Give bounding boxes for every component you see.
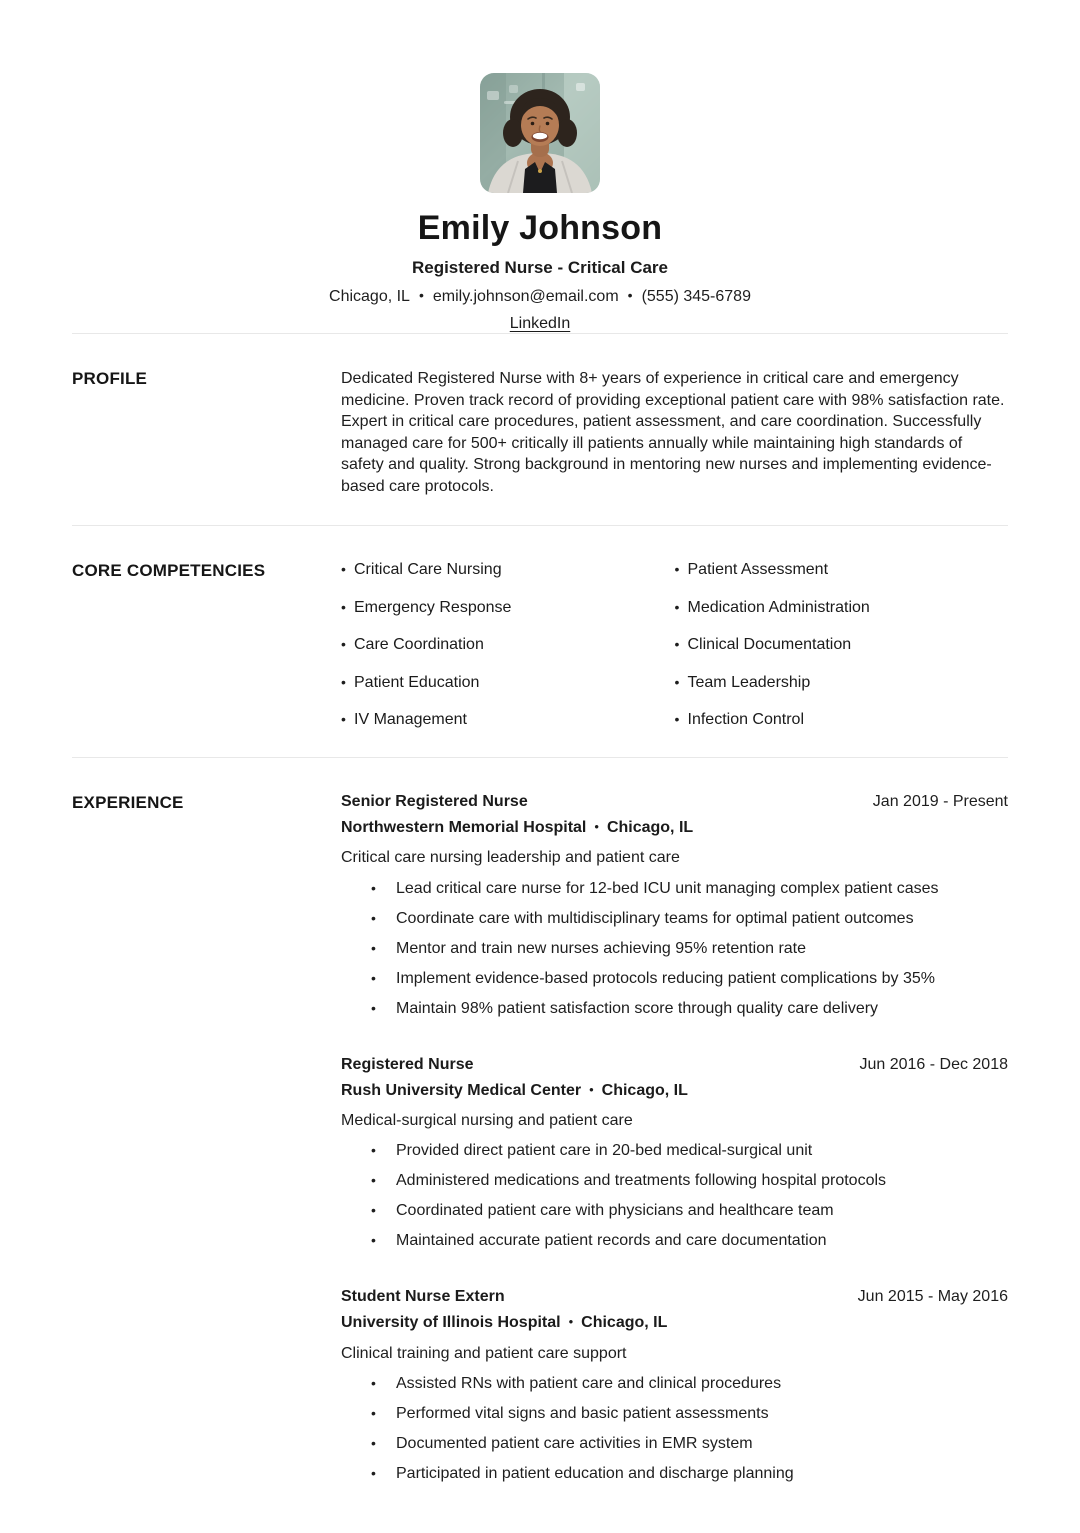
competency-item (341, 560, 675, 579)
job-bullet (371, 1201, 1008, 1220)
job-company-line (341, 1313, 1008, 1332)
job-entry (341, 1055, 1008, 1251)
job-head (341, 792, 1008, 811)
profile-photo (480, 73, 600, 193)
job-bullet (371, 1141, 1008, 1160)
job-location: Chicago, IL (601, 1081, 688, 1099)
bullet-icon: • (371, 879, 376, 896)
dot-separator: • (594, 819, 599, 835)
job-bullet-text: Performed vital signs and basic patient assessments (396, 1404, 769, 1422)
bullet-icon: • (341, 636, 346, 653)
candidate-name: Emily Johnson (417, 209, 663, 247)
bullet-icon: • (371, 1202, 376, 1219)
bullet-icon: • (371, 1172, 376, 1189)
job-bullet-text: Provided direct patient care in 20-bed medical-surgical unit (396, 1142, 813, 1160)
job-bullet-list (341, 1141, 1008, 1250)
job-dates: Jan 2019 - Present (872, 793, 1008, 811)
job-bullet (371, 1374, 1008, 1393)
bullet-icon: • (371, 1374, 376, 1391)
job-dates: Jun 2015 - May 2016 (857, 1288, 1008, 1306)
profile-heading-column (72, 368, 341, 497)
competencies-section (72, 525, 1008, 757)
competency-label: Patient Assessment (687, 561, 829, 579)
competency-column-2 (675, 560, 1009, 729)
bullet-icon: • (371, 1404, 376, 1421)
linkedin-row (72, 315, 1008, 333)
bullet-icon: • (371, 969, 376, 986)
contact-phone: (555) 345-6789 (641, 288, 751, 306)
job-bullet-text: Lead critical care nurse for 12-bed ICU unit managing complex patient cases (396, 879, 939, 897)
dot-separator: • (589, 1081, 594, 1097)
competency-item (341, 710, 675, 729)
dot-separator: • (627, 287, 633, 304)
contact-line (72, 287, 1008, 306)
competency-label: Infection Control (687, 711, 805, 729)
resume-header (72, 0, 1008, 333)
competency-label: Medication Administration (687, 598, 870, 616)
competency-label: Clinical Documentation (687, 636, 852, 654)
job-company: University of Illinois Hospital (341, 1314, 561, 1332)
job-bullet-text: Mentor and train new nurses achieving 95% retention rate (396, 939, 807, 957)
job-title: Registered Nurse (341, 1055, 474, 1073)
job-bullet (371, 879, 1008, 898)
profile-body (341, 368, 1008, 497)
competency-column-1 (341, 560, 675, 729)
competency-label: Team Leadership (687, 673, 811, 691)
competency-label: Critical Care Nursing (354, 561, 502, 579)
job-bullet-text: Participated in patient education and discharge planning (396, 1464, 794, 1482)
competency-label: Emergency Response (354, 598, 512, 616)
job-bullet-list (341, 1374, 1008, 1483)
job-bullet-text: Maintained accurate patient records and care documentation (396, 1232, 827, 1250)
profile-heading: PROFILE (72, 369, 148, 389)
profile-section (72, 333, 1008, 525)
competency-item (675, 673, 1009, 692)
job-summary: Medical-surgical nursing and patient care (341, 1112, 633, 1130)
job-entry (341, 792, 1008, 1018)
job-bullet (371, 1231, 1008, 1250)
bullet-icon: • (371, 1434, 376, 1451)
profile-summary-text: Dedicated Registered Nurse with 8+ years of experience in critical care and emergency medicine. Proven track record of providing exceptional patient care with 98% satisfaction rate. Expert in critical care procedures, patient assessment, and care coordination. Successfully managed care for 500+ critically ill patients annually while maintaining high standards of safety and quality. Strong background in mentoring new nurses and implementing evidence-based care protocols. (341, 370, 1005, 495)
job-title: Student Nurse Extern (341, 1288, 505, 1306)
dot-separator: • (418, 287, 424, 304)
contact-location: Chicago, IL (329, 288, 410, 306)
job-bullet-text: Administered medications and treatments following hospital protocols (396, 1172, 887, 1190)
competency-label: Care Coordination (354, 636, 484, 654)
job-bullet-list (341, 879, 1008, 1018)
competencies-heading: CORE COMPETENCIES (72, 561, 266, 581)
job-bullet (371, 1171, 1008, 1190)
competencies-heading-column (72, 560, 341, 729)
competency-item (675, 635, 1009, 654)
bullet-icon: • (371, 909, 376, 926)
job-company: Rush University Medical Center (341, 1081, 582, 1099)
competency-item (341, 598, 675, 617)
job-bullet (371, 1404, 1008, 1423)
linkedin-link[interactable]: LinkedIn (509, 315, 571, 333)
job-company-line (341, 1081, 1008, 1100)
profile-photo-illustration (480, 73, 600, 193)
job-bullet-text: Coordinated patient care with physicians and healthcare team (396, 1202, 834, 1220)
competency-label: Patient Education (354, 673, 480, 691)
job-location: Chicago, IL (606, 819, 694, 837)
experience-heading: EXPERIENCE (72, 793, 184, 813)
job-company: Northwestern Memorial Hospital (341, 819, 587, 837)
candidate-title: Registered Nurse - Critical Care (411, 258, 669, 278)
bullet-icon: • (674, 673, 680, 690)
job-bullet (371, 939, 1008, 958)
job-company-line (341, 818, 1008, 837)
job-summary: Critical care nursing leadership and patient care (341, 849, 680, 867)
competency-item (341, 635, 675, 654)
competency-item (675, 598, 1009, 617)
competencies-body (341, 560, 1008, 729)
job-bullet (371, 1464, 1008, 1483)
bullet-icon: • (341, 598, 346, 615)
competency-grid (341, 560, 1008, 729)
bullet-icon: • (674, 561, 680, 578)
competency-item (341, 673, 675, 692)
job-dates: Jun 2016 - Dec 2018 (859, 1055, 1008, 1073)
experience-body (341, 792, 1008, 1483)
job-summary: Clinical training and patient care support (341, 1344, 627, 1362)
experience-section (72, 757, 1008, 1511)
bullet-icon: • (341, 711, 346, 728)
competency-item (675, 710, 1009, 729)
bullet-icon: • (371, 1464, 376, 1481)
bullet-icon: • (371, 999, 376, 1016)
competency-label: IV Management (354, 711, 467, 729)
bullet-icon: • (674, 636, 680, 653)
job-bullet-text: Documented patient care activities in EMR system (396, 1434, 753, 1452)
job-bullet (371, 969, 1008, 988)
job-bullet-text: Assisted RNs with patient care and clinical procedures (396, 1374, 782, 1392)
bullet-icon: • (371, 1232, 376, 1249)
job-bullet-text: Maintain 98% patient satisfaction score through quality care delivery (396, 999, 879, 1017)
job-bullet (371, 1434, 1008, 1453)
bullet-icon: • (341, 673, 346, 690)
bullet-icon: • (341, 561, 346, 578)
job-head (341, 1055, 1008, 1074)
contact-email: emily.johnson@email.com (432, 288, 619, 306)
competency-item (675, 560, 1009, 579)
bullet-icon: • (371, 1142, 376, 1159)
job-bullet-text: Implement evidence-based protocols reducing patient complications by 35% (396, 969, 935, 987)
job-title: Senior Registered Nurse (341, 793, 528, 811)
job-entry (341, 1287, 1008, 1483)
job-bullet-text: Coordinate care with multidisciplinary teams for optimal patient outcomes (396, 909, 914, 927)
bullet-icon: • (674, 711, 680, 728)
experience-heading-column (72, 792, 341, 1483)
job-bullet (371, 909, 1008, 928)
bullet-icon: • (371, 939, 376, 956)
dot-separator: • (568, 1314, 574, 1330)
job-head (341, 1287, 1008, 1306)
bullet-icon: • (674, 598, 680, 615)
job-bullet (371, 999, 1008, 1018)
job-location: Chicago, IL (581, 1314, 668, 1332)
